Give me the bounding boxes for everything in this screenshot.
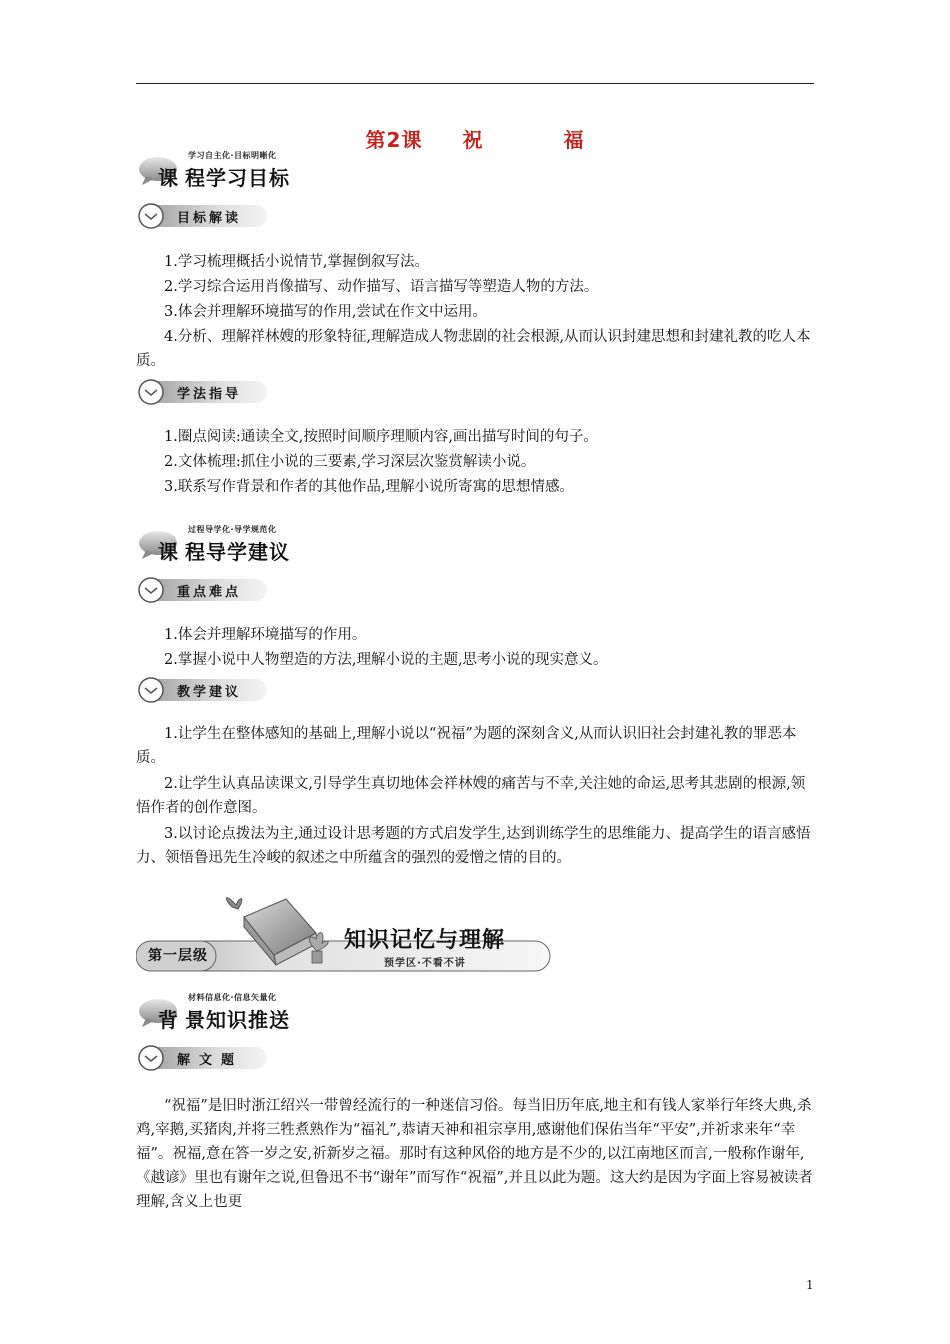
- level-label: 第一层级: [148, 948, 208, 964]
- section-subtitle: 过程导学化·导学规范化: [188, 525, 277, 534]
- section-title: 背 景知识推送: [158, 1008, 290, 1032]
- section-heading-learning-goals: [138, 150, 378, 190]
- key-item-2: 2.掌握小说中人物塑造的方法,理解小说的主题,思考小说的现实意义。: [164, 652, 608, 668]
- level-banner: [136, 893, 556, 978]
- subheading-explain: 解文题: [137, 1044, 269, 1072]
- teach-item-3: 3.以讨论点拨法为主,通过设计思考题的方式启发学生,达到训练学生的思维能力、提高学生的语言感悟力、领悟鲁迅先生冷峻的叙述之中所蕴含的强烈的爱憎之情的目的。: [136, 826, 811, 866]
- level-subtitle: 预学区·不看不讲: [384, 958, 466, 969]
- method-item-2: 2.文体梳理:抓住小说的三要素,学习深层次鉴赏解读小说。: [164, 454, 536, 470]
- goal-item-2: 2.学习综合运用肖像描写、动作描写、语言描写等塑造人物的方法。: [164, 279, 599, 295]
- subheading-key: 重点难点: [137, 576, 269, 604]
- lesson-number: 第2课: [365, 128, 423, 152]
- level-title: 知识记忆与理解: [344, 928, 506, 953]
- section-heading-background: [138, 992, 378, 1032]
- teach-item-1: 1.让学生在整体感知的基础上,理解小说以“祝福”为题的深刻含义,从而认识旧社会封建礼教的罪恶本质。: [136, 726, 797, 766]
- goal-item-4: 4.分析、理解祥林嫂的形象特征,理解造成人物悲剧的社会根源,从而认识封建思想和封建礼教的吃人本质。: [136, 329, 811, 369]
- section-subtitle: 材料信息化·信息矢量化: [188, 993, 277, 1002]
- header-rule: [136, 83, 814, 84]
- goal-item-3: 3.体会并理解环境描写的作用,尝试在作文中运用。: [164, 304, 487, 320]
- section-heading-guidance: [138, 524, 378, 564]
- section-title: 课 程学习目标: [158, 166, 290, 190]
- subheading-goal: 目标解读: [137, 202, 269, 230]
- method-item-1: 1.圈点阅读:通读全文,按照时间顺序理顺内容,画出描写时间的句子。: [164, 429, 598, 445]
- background-paragraph: “祝福”是旧时浙江绍兴一带曾经流行的一种迷信习俗。每当旧历年底,地主和有钱人家举行年终大典,杀鸡,宰鹅,买猪肉,并将三牲煮熟作为“福礼”,恭请天神和祖宗享用,感谢他们保佑当年“平安”,并祈求来年“幸福”。祝福,意在答一岁之安,祈新岁之福。那时有这种风俗的地方是不少的,以江南地区而言,一般称作谢年,《越谚》里也有谢年之说,但鲁迅不书“谢年”而写作“祝福”,并且以此为题。这大约是因为字面上容易被读者理解,含义上也更: [136, 1098, 813, 1210]
- teach-item-2: 2.让学生认真品读课文,引导学生真切地体会祥林嫂的痛苦与不幸,关注她的命运,思考其悲剧的根源,领悟作者的创作意图。: [136, 776, 806, 816]
- page-number: 1: [806, 1278, 814, 1292]
- section-subtitle: 学习自主化·目标明晰化: [188, 151, 277, 160]
- key-item-1: 1.体会并理解环境描写的作用。: [164, 627, 367, 643]
- goal-item-1: 1.学习梳理概括小说情节,掌握倒叙写法。: [164, 254, 429, 270]
- subheading-teach: 教学建议: [137, 676, 269, 704]
- section-title: 课 程导学建议: [158, 540, 290, 564]
- subheading-method: 学法指导: [137, 378, 269, 406]
- page-title: [0, 124, 950, 153]
- title-char-2: 福: [563, 128, 585, 152]
- method-item-3: 3.联系写作背景和作者的其他作品,理解小说所寄寓的思想情感。: [164, 479, 574, 495]
- title-char-1: 祝: [462, 128, 484, 152]
